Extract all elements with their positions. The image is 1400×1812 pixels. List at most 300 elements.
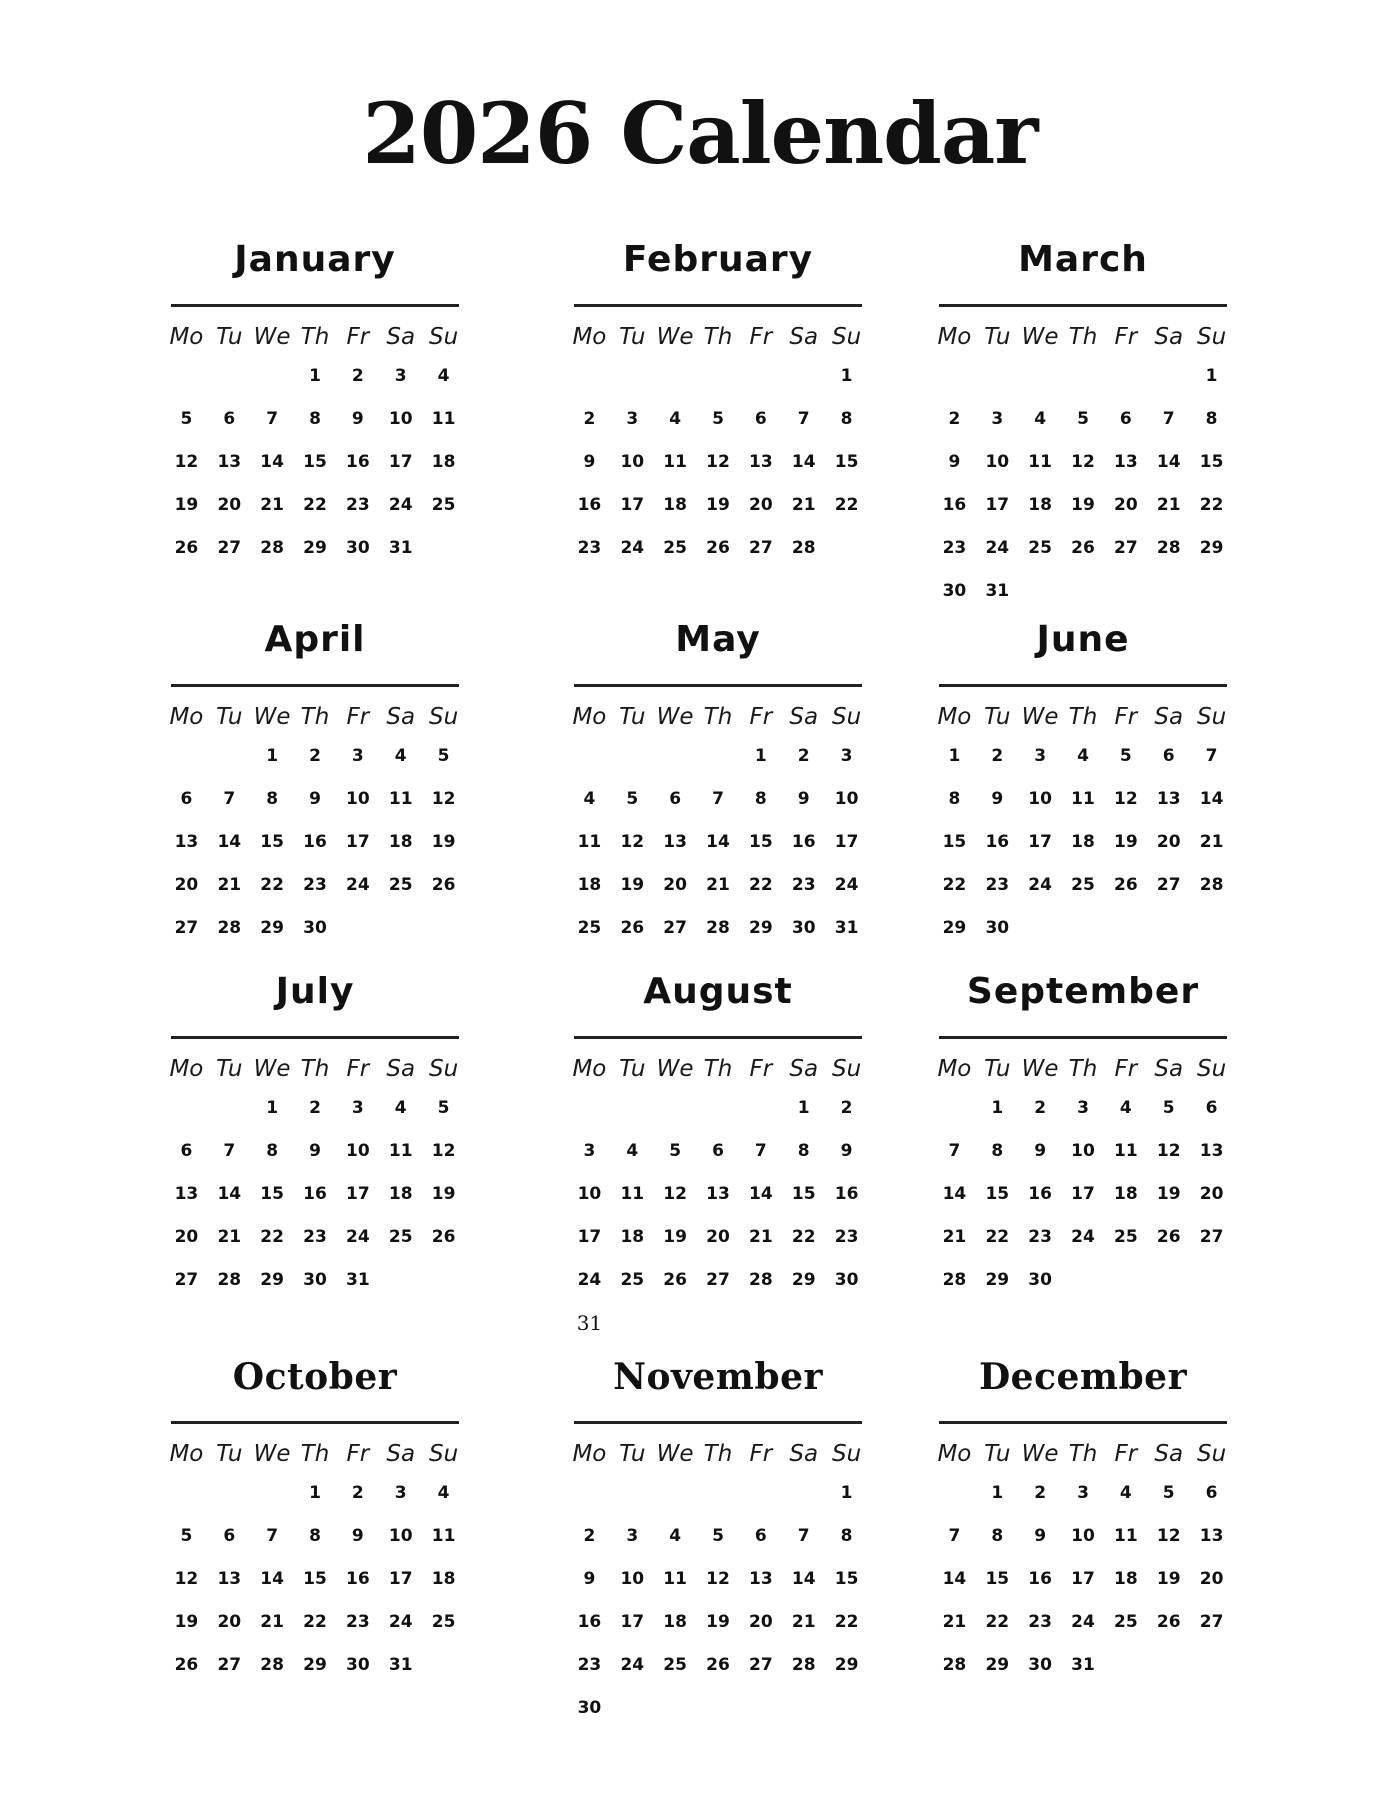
day-cell: 21 bbox=[217, 1227, 242, 1247]
day-cell: 3 bbox=[351, 1098, 364, 1118]
weekday-label: Th bbox=[300, 1056, 330, 1082]
day-cell: 2 bbox=[309, 1098, 321, 1118]
day-cell: 1 bbox=[948, 746, 961, 766]
day-cell: 28 bbox=[942, 1270, 967, 1290]
weekday-label: Sa bbox=[1154, 704, 1184, 730]
day-cell: 13 bbox=[217, 1569, 242, 1589]
day-cell: 12 bbox=[1156, 1526, 1181, 1546]
day-cell: 27 bbox=[663, 918, 687, 938]
day-cell: 15 bbox=[749, 832, 773, 852]
day-cell: 28 bbox=[706, 918, 730, 938]
day-cell: 1 bbox=[840, 366, 853, 386]
weekday-label: We bbox=[656, 1056, 694, 1082]
day-cell: 5 bbox=[626, 789, 639, 809]
day-cell: 14 bbox=[260, 1569, 284, 1589]
day-cell: 9 bbox=[583, 452, 596, 472]
day-cell: 19 bbox=[431, 832, 456, 852]
day-cell: 10 bbox=[1028, 789, 1052, 809]
empty-cell bbox=[165, 735, 208, 778]
weekday-label: We bbox=[1021, 1441, 1059, 1467]
day-grid bbox=[568, 319, 868, 570]
empty-cell bbox=[739, 1087, 782, 1130]
day-grid bbox=[568, 1051, 868, 1345]
day-cell: 1 bbox=[266, 746, 279, 766]
empty-cell bbox=[697, 735, 740, 778]
day-cell: 18 bbox=[388, 832, 413, 852]
day-cell: 2 bbox=[948, 409, 961, 429]
day-cell: 13 bbox=[663, 832, 687, 852]
day-cell: 24 bbox=[620, 538, 645, 558]
weekday-label: Tu bbox=[619, 1056, 646, 1082]
day-cell: 15 bbox=[791, 1184, 816, 1204]
day-cell: 24 bbox=[346, 875, 370, 895]
day-cell: 16 bbox=[346, 452, 370, 472]
weekday-label: We bbox=[656, 1441, 694, 1467]
day-cell: 17 bbox=[834, 832, 859, 852]
empty-cell bbox=[611, 1087, 654, 1130]
day-cell: 27 bbox=[1114, 538, 1138, 558]
day-cell: 28 bbox=[217, 1270, 242, 1290]
weekday-label: We bbox=[656, 324, 694, 350]
day-cell: 9 bbox=[309, 1141, 321, 1161]
empty-cell bbox=[611, 355, 654, 398]
day-cell: 17 bbox=[346, 1184, 370, 1204]
day-cell: 23 bbox=[942, 538, 967, 558]
day-cell: 11 bbox=[1071, 789, 1095, 809]
day-cell: 21 bbox=[749, 1227, 773, 1247]
empty-cell bbox=[654, 1472, 697, 1515]
weekday-label: Fr bbox=[749, 704, 773, 730]
weekday-label: Sa bbox=[1154, 324, 1184, 350]
empty-cell bbox=[208, 1087, 251, 1130]
weekday-label: Th bbox=[703, 704, 733, 730]
day-cell: 3 bbox=[626, 1526, 639, 1546]
day-cell: 22 bbox=[260, 1227, 284, 1247]
day-cell: 24 bbox=[346, 1227, 370, 1247]
day-cell: 16 bbox=[303, 1184, 327, 1204]
empty-cell bbox=[165, 355, 208, 398]
weekday-label: Mo bbox=[572, 704, 607, 730]
weekday-label: We bbox=[1021, 324, 1059, 350]
day-cell: 27 bbox=[1156, 875, 1181, 895]
day-cell: 3 bbox=[1077, 1483, 1089, 1503]
weekday-label: We bbox=[253, 1056, 291, 1082]
day-cell: 24 bbox=[1071, 1227, 1095, 1247]
month-divider bbox=[574, 684, 862, 687]
day-cell: 18 bbox=[431, 1569, 456, 1589]
empty-cell bbox=[1104, 355, 1147, 398]
month-name: September bbox=[966, 971, 1200, 1012]
month-july bbox=[165, 970, 465, 1302]
day-cell: 18 bbox=[1071, 832, 1095, 852]
day-cell: 27 bbox=[217, 1655, 242, 1675]
day-cell: 16 bbox=[834, 1184, 859, 1204]
day-cell: 28 bbox=[942, 1655, 967, 1675]
day-cell: 31 bbox=[576, 1311, 603, 1335]
day-cell: 23 bbox=[834, 1227, 859, 1247]
day-cell: 17 bbox=[1028, 832, 1052, 852]
weekday-label: Tu bbox=[984, 1056, 1011, 1082]
month-divider bbox=[939, 1036, 1227, 1039]
day-cell: 14 bbox=[942, 1184, 967, 1204]
day-cell: 26 bbox=[1114, 875, 1138, 895]
day-cell: 28 bbox=[749, 1270, 773, 1290]
day-cell: 30 bbox=[346, 538, 370, 558]
day-cell: 29 bbox=[985, 1270, 1010, 1290]
day-cell: 5 bbox=[712, 1526, 724, 1546]
day-cell: 16 bbox=[577, 495, 602, 515]
weekday-label: Mo bbox=[572, 1441, 607, 1467]
day-cell: 6 bbox=[180, 789, 193, 809]
day-cell: 24 bbox=[388, 1612, 413, 1632]
day-cell: 17 bbox=[388, 1569, 413, 1589]
weekday-label: Su bbox=[428, 1441, 459, 1467]
day-cell: 16 bbox=[791, 832, 816, 852]
day-cell: 24 bbox=[834, 875, 859, 895]
day-cell: 28 bbox=[260, 1655, 284, 1675]
day-cell: 20 bbox=[663, 875, 687, 895]
day-cell: 29 bbox=[303, 538, 327, 558]
day-cell: 29 bbox=[260, 918, 284, 938]
day-cell: 29 bbox=[791, 1270, 816, 1290]
day-cell: 13 bbox=[1114, 452, 1138, 472]
empty-cell bbox=[568, 1472, 611, 1515]
day-grid bbox=[933, 1051, 1233, 1302]
month-divider bbox=[939, 684, 1227, 687]
empty-cell bbox=[739, 355, 782, 398]
day-cell: 3 bbox=[1077, 1098, 1089, 1118]
day-cell: 4 bbox=[1077, 746, 1089, 766]
empty-cell bbox=[568, 1087, 611, 1130]
weekday-label: Mo bbox=[169, 1441, 204, 1467]
day-cell: 7 bbox=[1162, 409, 1175, 429]
day-cell: 3 bbox=[394, 1483, 407, 1503]
empty-cell bbox=[208, 735, 251, 778]
weekday-label: Su bbox=[831, 324, 862, 350]
day-cell: 6 bbox=[223, 1526, 236, 1546]
day-cell: 3 bbox=[1034, 746, 1047, 766]
month-divider bbox=[939, 1421, 1227, 1424]
day-cell: 30 bbox=[834, 1270, 859, 1290]
day-cell: 26 bbox=[431, 1227, 456, 1247]
day-cell: 26 bbox=[620, 918, 645, 938]
day-cell: 12 bbox=[706, 452, 730, 472]
month-name: July bbox=[275, 971, 355, 1012]
day-cell: 28 bbox=[1156, 538, 1181, 558]
day-cell: 27 bbox=[1199, 1612, 1224, 1632]
day-cell: 4 bbox=[437, 366, 450, 386]
day-cell: 18 bbox=[577, 875, 602, 895]
day-cell: 6 bbox=[754, 1526, 767, 1546]
month-february bbox=[568, 238, 868, 570]
month-divider bbox=[574, 1421, 862, 1424]
weekday-label: Fr bbox=[749, 1056, 773, 1082]
day-cell: 6 bbox=[1162, 746, 1175, 766]
day-cell: 22 bbox=[942, 875, 967, 895]
day-cell: 9 bbox=[351, 1526, 364, 1546]
month-name: April bbox=[264, 619, 366, 660]
day-cell: 28 bbox=[791, 1655, 816, 1675]
day-cell: 1 bbox=[309, 366, 321, 386]
weekday-label: We bbox=[253, 1441, 291, 1467]
day-cell: 20 bbox=[1156, 832, 1181, 852]
day-cell: 27 bbox=[174, 1270, 199, 1290]
empty-cell bbox=[782, 1472, 825, 1515]
empty-cell bbox=[654, 735, 697, 778]
day-cell: 25 bbox=[1071, 875, 1095, 895]
day-cell: 10 bbox=[1071, 1141, 1095, 1161]
day-cell: 6 bbox=[712, 1141, 724, 1161]
day-cell: 5 bbox=[1077, 409, 1089, 429]
day-cell: 11 bbox=[388, 789, 413, 809]
month-divider bbox=[171, 304, 459, 307]
weekday-label: Th bbox=[703, 1441, 733, 1467]
day-cell: 5 bbox=[1162, 1098, 1175, 1118]
day-cell: 9 bbox=[797, 789, 810, 809]
day-cell: 12 bbox=[1071, 452, 1095, 472]
day-cell: 1 bbox=[991, 1098, 1004, 1118]
day-cell: 6 bbox=[223, 409, 236, 429]
day-cell: 13 bbox=[706, 1184, 730, 1204]
day-cell: 25 bbox=[577, 918, 602, 938]
day-cell: 11 bbox=[663, 1569, 687, 1589]
weekday-label: Th bbox=[703, 1056, 733, 1082]
day-cell: 7 bbox=[712, 789, 724, 809]
empty-cell bbox=[654, 1087, 697, 1130]
day-cell: 29 bbox=[303, 1655, 327, 1675]
month-january bbox=[165, 238, 465, 570]
day-cell: 8 bbox=[840, 1526, 853, 1546]
day-cell: 31 bbox=[388, 1655, 413, 1675]
day-cell: 13 bbox=[217, 452, 242, 472]
day-cell: 2 bbox=[797, 746, 810, 766]
day-cell: 21 bbox=[706, 875, 730, 895]
day-cell: 4 bbox=[394, 746, 407, 766]
day-cell: 11 bbox=[577, 832, 602, 852]
day-cell: 1 bbox=[840, 1483, 853, 1503]
day-cell: 26 bbox=[174, 1655, 199, 1675]
month-divider bbox=[939, 304, 1227, 307]
day-cell: 12 bbox=[620, 832, 645, 852]
empty-cell bbox=[1062, 355, 1105, 398]
day-cell: 19 bbox=[663, 1227, 687, 1247]
empty-cell bbox=[782, 355, 825, 398]
day-cell: 16 bbox=[1028, 1184, 1052, 1204]
weekday-label: Mo bbox=[572, 1056, 607, 1082]
day-cell: 1 bbox=[797, 1098, 810, 1118]
day-cell: 8 bbox=[840, 409, 853, 429]
day-cell: 17 bbox=[346, 832, 370, 852]
day-cell: 20 bbox=[1114, 495, 1138, 515]
weekday-label: Mo bbox=[937, 324, 972, 350]
empty-cell bbox=[933, 1087, 976, 1130]
weekday-label: Th bbox=[300, 704, 330, 730]
day-cell: 7 bbox=[797, 409, 810, 429]
day-cell: 25 bbox=[388, 875, 413, 895]
page-title: 2026 Calendar bbox=[362, 84, 1038, 183]
day-cell: 27 bbox=[706, 1270, 730, 1290]
month-october bbox=[165, 1355, 465, 1687]
day-cell: 24 bbox=[1028, 875, 1052, 895]
weekday-label: We bbox=[1021, 1056, 1059, 1082]
day-cell: 16 bbox=[985, 832, 1010, 852]
day-cell: 6 bbox=[180, 1141, 193, 1161]
weekday-label: Mo bbox=[169, 704, 204, 730]
day-cell: 17 bbox=[620, 1612, 645, 1632]
day-cell: 1 bbox=[991, 1483, 1004, 1503]
day-cell: 17 bbox=[985, 495, 1010, 515]
weekday-label: Sa bbox=[386, 1056, 416, 1082]
day-cell: 12 bbox=[1114, 789, 1138, 809]
day-cell: 5 bbox=[669, 1141, 682, 1161]
day-cell: 9 bbox=[840, 1141, 853, 1161]
month-name: May bbox=[675, 619, 761, 660]
day-cell: 25 bbox=[388, 1227, 413, 1247]
day-cell: 30 bbox=[791, 918, 816, 938]
day-cell: 4 bbox=[669, 409, 682, 429]
day-cell: 20 bbox=[217, 1612, 242, 1632]
day-cell: 15 bbox=[985, 1184, 1010, 1204]
day-cell: 14 bbox=[791, 1569, 816, 1589]
day-cell: 9 bbox=[583, 1569, 596, 1589]
month-name: January bbox=[234, 239, 396, 280]
day-cell: 4 bbox=[626, 1141, 639, 1161]
day-cell: 20 bbox=[749, 1612, 773, 1632]
day-cell: 13 bbox=[1199, 1141, 1224, 1161]
day-cell: 20 bbox=[174, 1227, 199, 1247]
day-cell: 15 bbox=[985, 1569, 1010, 1589]
empty-cell bbox=[611, 1472, 654, 1515]
day-cell: 7 bbox=[266, 409, 279, 429]
day-cell: 27 bbox=[749, 538, 773, 558]
weekday-label: Mo bbox=[572, 324, 607, 350]
weekday-label: Mo bbox=[169, 324, 204, 350]
day-cell: 16 bbox=[942, 495, 967, 515]
day-cell: 10 bbox=[388, 1526, 413, 1546]
day-cell: 4 bbox=[583, 789, 596, 809]
day-cell: 26 bbox=[174, 538, 199, 558]
day-cell: 13 bbox=[174, 832, 199, 852]
day-cell: 6 bbox=[754, 409, 767, 429]
day-cell: 5 bbox=[1162, 1483, 1175, 1503]
day-cell: 24 bbox=[577, 1270, 602, 1290]
day-cell: 26 bbox=[706, 1655, 730, 1675]
month-name: December bbox=[978, 1356, 1188, 1398]
day-cell: 12 bbox=[706, 1569, 730, 1589]
month-divider bbox=[171, 684, 459, 687]
day-cell: 31 bbox=[985, 581, 1010, 601]
day-cell: 7 bbox=[948, 1141, 961, 1161]
month-name: March bbox=[1018, 239, 1148, 280]
empty-cell bbox=[697, 355, 740, 398]
day-cell: 7 bbox=[223, 789, 236, 809]
day-cell: 14 bbox=[217, 832, 242, 852]
day-cell: 22 bbox=[985, 1612, 1010, 1632]
month-june bbox=[933, 618, 1233, 950]
day-cell: 23 bbox=[303, 875, 327, 895]
day-cell: 21 bbox=[260, 495, 284, 515]
day-cell: 11 bbox=[1114, 1141, 1138, 1161]
day-cell: 24 bbox=[620, 1655, 645, 1675]
empty-cell bbox=[208, 355, 251, 398]
empty-cell bbox=[654, 355, 697, 398]
day-cell: 23 bbox=[346, 495, 370, 515]
day-cell: 6 bbox=[669, 789, 682, 809]
day-cell: 29 bbox=[749, 918, 773, 938]
day-cell: 4 bbox=[1119, 1098, 1132, 1118]
weekday-label: Th bbox=[300, 1441, 330, 1467]
day-grid bbox=[165, 699, 465, 950]
day-cell: 11 bbox=[1028, 452, 1052, 472]
day-cell: 20 bbox=[1199, 1569, 1224, 1589]
day-cell: 20 bbox=[749, 495, 773, 515]
month-name: February bbox=[622, 239, 814, 280]
weekday-label: Th bbox=[300, 324, 330, 350]
day-cell: 25 bbox=[431, 1612, 456, 1632]
day-cell: 6 bbox=[1119, 409, 1132, 429]
day-cell: 8 bbox=[754, 789, 767, 809]
weekday-label: Fr bbox=[346, 704, 370, 730]
day-cell: 25 bbox=[1114, 1227, 1138, 1247]
day-cell: 20 bbox=[174, 875, 199, 895]
day-cell: 2 bbox=[583, 409, 596, 429]
day-cell: 17 bbox=[1071, 1569, 1095, 1589]
day-cell: 1 bbox=[754, 746, 767, 766]
day-grid bbox=[165, 319, 465, 570]
day-cell: 29 bbox=[260, 1270, 284, 1290]
day-cell: 17 bbox=[577, 1227, 602, 1247]
weekday-label: We bbox=[253, 324, 291, 350]
day-cell: 5 bbox=[437, 1098, 450, 1118]
day-cell: 21 bbox=[791, 1612, 816, 1632]
day-cell: 9 bbox=[991, 789, 1004, 809]
weekday-label: Th bbox=[1068, 704, 1098, 730]
day-cell: 15 bbox=[303, 1569, 327, 1589]
day-cell: 19 bbox=[620, 875, 645, 895]
weekday-label: Sa bbox=[386, 324, 416, 350]
empty-cell bbox=[697, 1472, 740, 1515]
day-cell: 10 bbox=[620, 1569, 645, 1589]
day-cell: 3 bbox=[840, 746, 853, 766]
day-cell: 8 bbox=[309, 409, 321, 429]
day-cell: 2 bbox=[1034, 1098, 1047, 1118]
weekday-label: Fr bbox=[1114, 704, 1138, 730]
weekday-label: Sa bbox=[789, 704, 819, 730]
day-grid bbox=[165, 1051, 465, 1302]
day-cell: 28 bbox=[1199, 875, 1224, 895]
weekday-label: Sa bbox=[1154, 1441, 1184, 1467]
month-name: November bbox=[613, 1356, 823, 1398]
day-cell: 13 bbox=[1156, 789, 1181, 809]
day-cell: 7 bbox=[797, 1526, 810, 1546]
day-cell: 19 bbox=[1156, 1569, 1181, 1589]
day-cell: 19 bbox=[174, 1612, 199, 1632]
empty-cell bbox=[1147, 355, 1190, 398]
day-cell: 12 bbox=[663, 1184, 687, 1204]
day-cell: 2 bbox=[583, 1526, 596, 1546]
weekday-label: Sa bbox=[386, 1441, 416, 1467]
weekday-label: Fr bbox=[1114, 324, 1138, 350]
day-cell: 1 bbox=[1205, 366, 1218, 386]
day-cell: 5 bbox=[1119, 746, 1132, 766]
empty-cell bbox=[611, 735, 654, 778]
day-grid bbox=[568, 699, 868, 950]
day-cell: 23 bbox=[577, 1655, 602, 1675]
weekday-label: Tu bbox=[216, 704, 243, 730]
weekday-label: Tu bbox=[619, 704, 646, 730]
day-cell: 9 bbox=[1034, 1526, 1047, 1546]
day-cell: 12 bbox=[431, 789, 456, 809]
